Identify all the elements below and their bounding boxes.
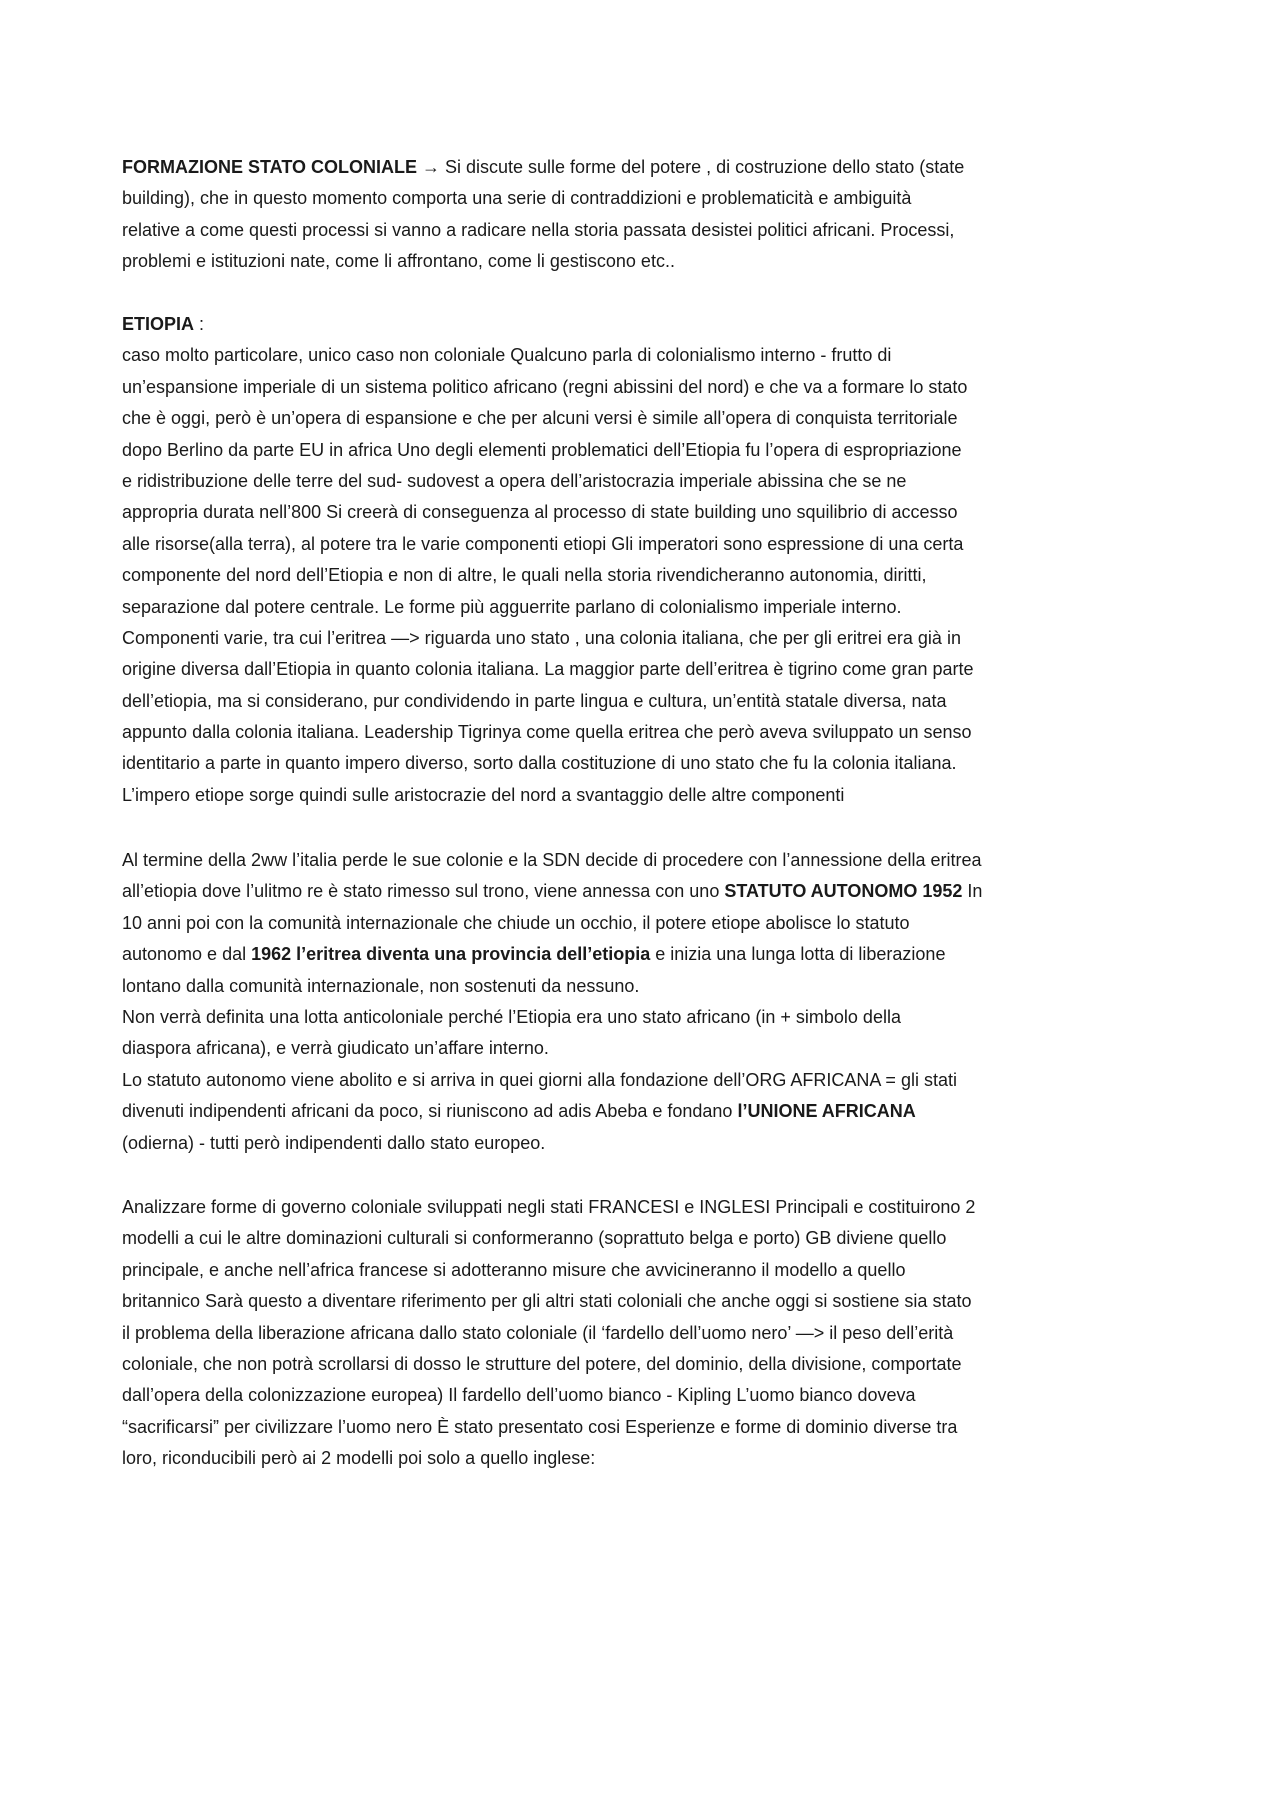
text-line: [122, 939, 1202, 970]
text-run: problemi e istituzioni nate, come li affrontano, come li gestiscono etc..: [122, 251, 675, 272]
text-run: autonomo e dal: [122, 944, 252, 965]
text-run: diaspora africana), e verrà giudicato un’affare interno.: [122, 1038, 549, 1059]
paragraph-etiopia: [122, 309, 1202, 811]
paragraph-formazione-stato-coloniale: [122, 152, 1202, 278]
text-run: “sacrificarsi” per civilizzare l’uomo nero È stato presentato cosi Esperienze e forme di dominio diverse tra: [122, 1416, 958, 1437]
bold-text-run: 1962 l’eritrea diventa una provincia dell’etiopia: [251, 944, 651, 965]
text-run: dopo Berlino da parte EU in africa Uno degli elementi problematici dell’Etiopia fu l’opera di espropriazione: [122, 439, 962, 460]
text-run: Componenti varie, tra cui l’eritrea —> riguarda uno stato , una colonia italiana, che per gli eritrei era già in: [122, 627, 961, 648]
text-run: alle risorse(alla terra), al potere tra le varie componenti etiopi Gli imperatori sono espressione di una certa: [122, 533, 964, 554]
text-line: [122, 183, 1202, 214]
text-line: [122, 1412, 1202, 1443]
text-run: britannico Sarà questo a diventare riferimento per gli altri stati coloniali che anche oggi si sostiene sia stato: [122, 1291, 972, 1312]
text-line: [122, 1443, 1202, 1474]
text-run: L’impero etiope sorge quindi sulle aristocrazie del nord a svantaggio delle altre componenti: [122, 784, 845, 805]
text-run: un’espansione imperiale di un sistema politico africano (regni abissini del nord) e che va a formare lo stato: [122, 376, 968, 397]
text-run: dell’etiopia, ma si considerano, pur condividendo in parte lingua e cultura, un’entità statale diversa, nata: [122, 690, 947, 711]
text-line: [122, 340, 1202, 371]
text-line: [122, 372, 1202, 403]
paragraph-modelli-coloniali: [122, 1192, 1202, 1475]
text-run: separazione dal potere centrale. Le forme più agguerrite parlano di colonialismo imperiale interno.: [122, 596, 902, 617]
text-run: principale, e anche nell’africa francese si adotteranno misure che avvicineranno il modello a quello: [122, 1259, 906, 1280]
text-line: [122, 497, 1202, 528]
text-line: [122, 1002, 1202, 1033]
text-run: dall’opera della colonizzazione europea) Il fardello dell’uomo bianco - Kipling L’uomo bianco doveva: [122, 1385, 916, 1406]
text-run: divenuti indipendenti africani da poco, si riuniscono ad adis Abeba e fondano: [122, 1101, 738, 1122]
text-run: Al termine della 2ww l’italia perde le sue colonie e la SDN decide di procedere con l’annessione della eritrea: [122, 850, 982, 870]
bold-text-run: FORMAZIONE STATO COLONIALE →: [122, 157, 445, 177]
text-line: [122, 845, 1202, 876]
text-line: [122, 1096, 1202, 1127]
text-line: [122, 560, 1202, 591]
text-run: relative a come questi processi si vanno a radicare nella storia passata desistei politici africani. Processi,: [122, 219, 955, 240]
text-run: coloniale, che non potrà scrollarsi di dosso le strutture del potere, del dominio, della divisione, comportate: [122, 1353, 962, 1374]
text-line: [122, 592, 1202, 623]
text-line: [122, 717, 1202, 748]
text-line: [122, 403, 1202, 434]
text-run: appunto dalla colonia italiana. Leadership Tigrinya come quella eritrea che però aveva sviluppato un senso: [122, 722, 972, 743]
text-run: Analizzare forme di governo coloniale sviluppati negli stati FRANCESI e INGLESI Principali e costituirono 2: [122, 1197, 976, 1217]
text-line: [122, 466, 1202, 497]
text-line: [122, 654, 1202, 685]
paragraph-annessione-eritrea: [122, 845, 1202, 1159]
text-line: [122, 1192, 1202, 1223]
text-run: all’etiopia dove l’ulitmo re è stato rimesso sul trono, viene annessa con uno: [122, 881, 725, 902]
text-run: modelli a cui le altre dominazioni culturali si conformeranno (soprattuto belga e porto) GB diviene quello: [122, 1228, 947, 1249]
bold-text-run: STATUTO AUTONOMO 1952: [724, 881, 963, 902]
text-run: lontano dalla comunità internazionale, non sostenuti da nessuno.: [122, 975, 640, 996]
text-line: [122, 246, 1202, 277]
text-line: [122, 686, 1202, 717]
text-line: [122, 1380, 1202, 1411]
text-line: [122, 1318, 1202, 1349]
bold-text-run: ETIOPIA: [122, 314, 195, 334]
text-line: [122, 780, 1202, 811]
text-run: che è oggi, però è un’opera di espansione e che per alcuni versi è simile all’opera di conquista territoriale: [122, 408, 958, 429]
text-run: appropria durata nell’800 Si creerà di conseguenza al processo di state building uno squilibrio di accesso: [122, 502, 958, 523]
text-line: [122, 876, 1202, 907]
text-line: [122, 1033, 1202, 1064]
text-run: In: [962, 881, 983, 902]
text-line: [122, 748, 1202, 779]
text-line: [122, 971, 1202, 1002]
text-run: :: [194, 314, 205, 334]
text-line: [122, 1223, 1202, 1254]
text-run: building), che in questo momento comporta una serie di contraddizioni e problematicità e ambiguità: [122, 188, 912, 209]
text-run: e inizia una lunga lotta di liberazione: [650, 944, 946, 965]
text-run: Non verrà definita una lotta anticoloniale perché l’Etiopia era uno stato africano (in + simbolo della: [122, 1006, 901, 1027]
text-line: [122, 623, 1202, 654]
text-line: [122, 1286, 1202, 1317]
text-line: [122, 309, 1202, 340]
text-line: [122, 529, 1202, 560]
text-line: [122, 1128, 1202, 1159]
text-run: il problema della liberazione africana dallo stato coloniale (il ‘fardello dell’uomo nero’ —> il peso dell’erità: [122, 1322, 954, 1343]
text-line: [122, 152, 1202, 183]
text-line: [122, 215, 1202, 246]
text-run: loro, riconducibili però ai 2 modelli poi solo a quello inglese:: [122, 1448, 596, 1469]
text-line: [122, 908, 1202, 939]
bold-text-run: l’UNIONE AFRICANA: [737, 1101, 916, 1122]
text-run: Lo statuto autonomo viene abolito e si arriva in quei giorni alla fondazione dell’ORG AFRICANA = gli stati: [122, 1069, 957, 1090]
text-run: (odierna) - tutti però indipendenti dallo stato europeo.: [122, 1132, 546, 1153]
text-run: 10 anni poi con la comunità internazionale che chiude un occhio, il potere etiope abolisce lo statuto: [122, 912, 910, 933]
text-run: componente del nord dell’Etiopia e non di altre, le quali nella storia rivendicheranno autonomia, diritti,: [122, 565, 927, 586]
text-run: Si discute sulle forme del potere , di costruzione dello stato (state: [445, 157, 965, 177]
text-run: identitario a parte in quanto impero diverso, sorto dalla costituzione di uno stato che fu la colonia italiana.: [122, 753, 957, 774]
text-run: e ridistribuzione delle terre del sud- sudovest a opera dell’aristocrazia imperiale abissina che se ne: [122, 470, 907, 491]
text-line: [122, 1065, 1202, 1096]
text-line: [122, 1349, 1202, 1380]
text-line: [122, 435, 1202, 466]
text-run: caso molto particolare, unico caso non coloniale Qualcuno parla di colonialismo interno - frutto di: [122, 345, 892, 366]
text-line: [122, 1255, 1202, 1286]
text-run: origine diversa dall’Etiopia in quanto colonia italiana. La maggior parte dell’eritrea è tigrino come gran parte: [122, 659, 974, 680]
